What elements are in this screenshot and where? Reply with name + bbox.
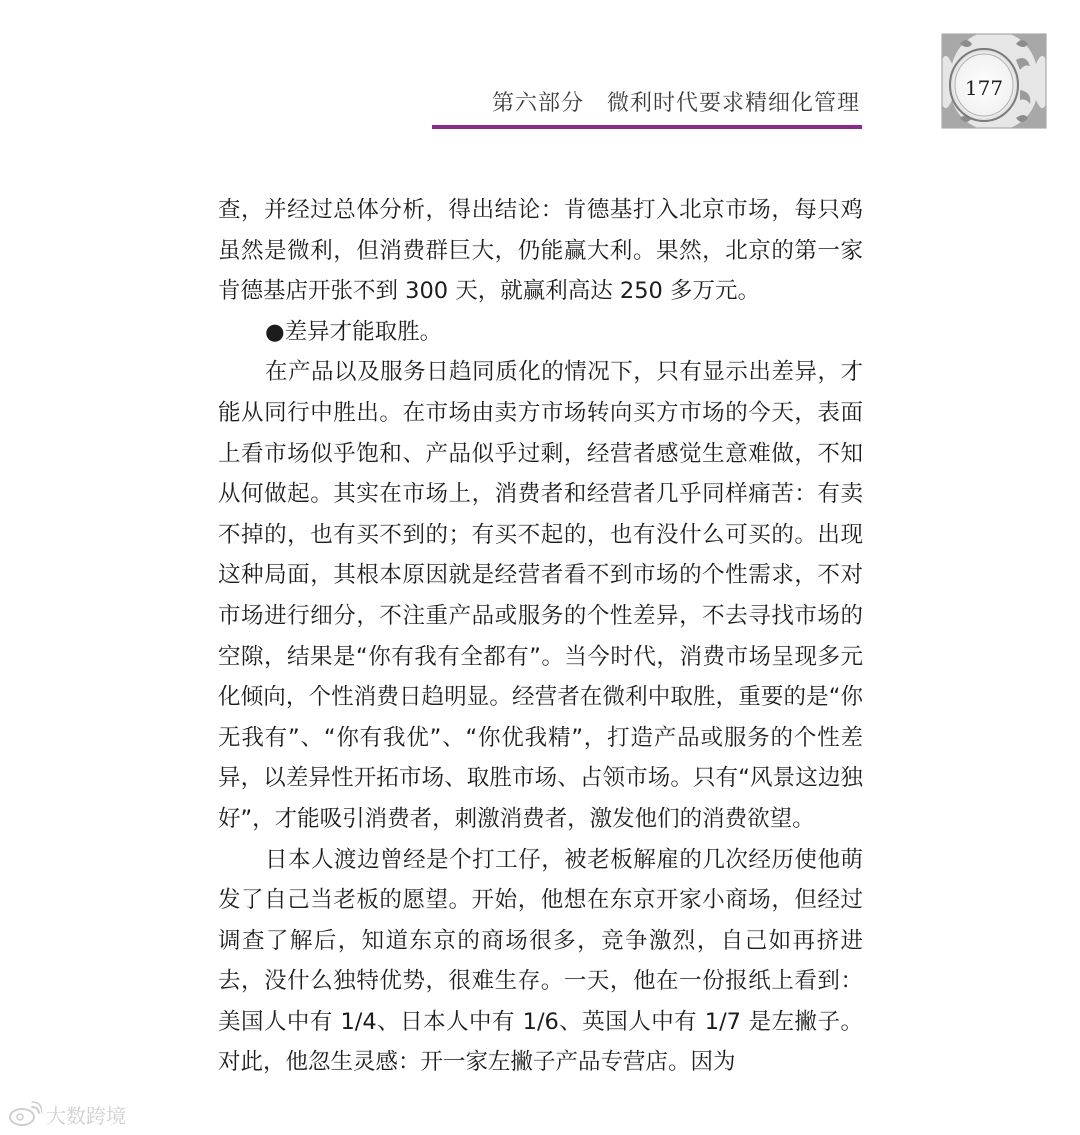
watermark xyxy=(8,1099,126,1129)
paragraph-1: 查，并经过总体分析，得出结论：肯德基打入北京市场，每只鸡虽然是微利，但消费群巨大，仍能赢大利。果然，北京的第一家肯德基店开张不到 300 天，就赢利高达 250 多万元。 xyxy=(218,197,863,305)
weibo-icon xyxy=(8,1101,42,1127)
body-text xyxy=(218,190,863,1083)
paragraph-4: 日本人渡边曾经是个打工仔，被老板解雇的几次经历使他萌发了自己当老板的愿望。开始，他想在东京开家小商场，但经过调查了解后，知道东京的商场很多，竞争激烈，自己如再挤进去，没什么独特优势，很难生存。一天，他在一份报纸上看到：美国人中有 1/4、日本人中有 1/6、英国人中有 1/7 是左撇子。对此，他忽生灵感：开一家左撇子产品专营店。因为 xyxy=(218,846,863,1076)
page-number: 177 xyxy=(964,76,1004,100)
header-rule xyxy=(432,125,862,129)
watermark-text: 大数跨境 xyxy=(46,1103,126,1128)
chapter-header-title: 第六部分 微利时代要求精细化管理 xyxy=(491,91,860,116)
paragraph-2-bullet-heading: ●差异才能取胜。 xyxy=(265,318,443,345)
paragraph-3: 在产品以及服务日趋同质化的情况下，只有显示出差异，才能从同行中胜出。在市场由卖方市场转向买方市场的今天，表面上看市场似乎饱和、产品似乎过剩，经营者感觉生意难做，不知从何做起。其实在市场上，消费者和经营者几乎同样痛苦：有卖不掉的，也有买不到的；有买不起的，也有没什么可买的。出现这种局面，其根本原因就是经营者看不到市场的个性需求，不对市场进行细分，不注重产品或服务的个性差异，不去寻找市场的空隙，结果是“你有我有全都有”。当今时代，消费市场呈现多元化倾向，个性消费日趋明显。经营者在微利中取胜，重要的是“你无我有”、“你有我优”、“你优我精”，打造产品或服务的个性差异，以差异性开拓市场、取胜市场、占领市场。只有“风景这边独好”，才能吸引消费者，刺激消费者，激发他们的消费欲望。 xyxy=(218,359,863,832)
